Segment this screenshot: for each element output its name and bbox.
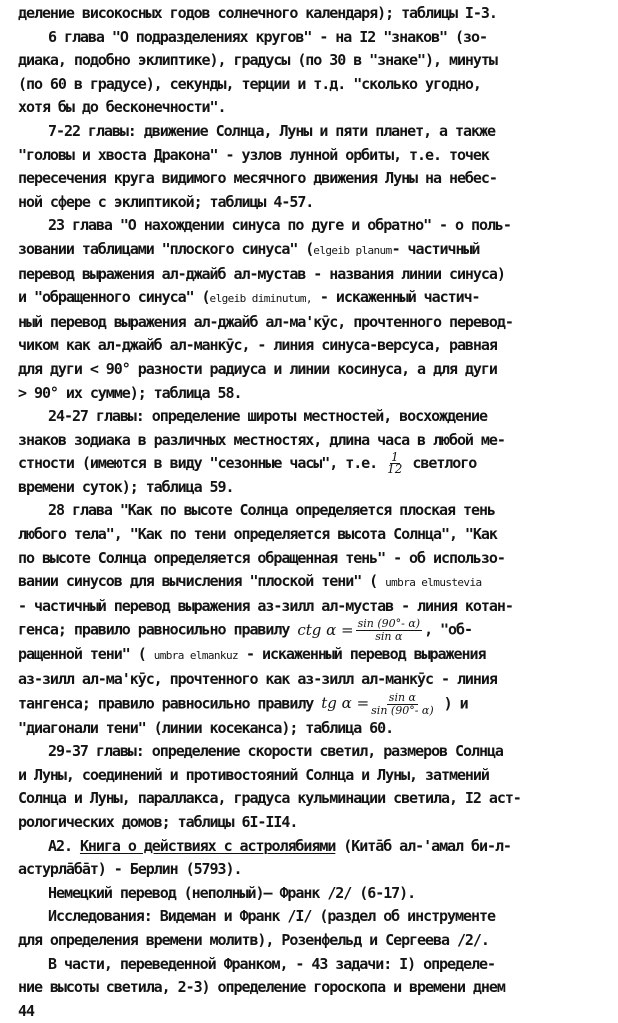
text-line: 29-37 главы: определение скорости светил, размеров Солнца [48, 742, 503, 761]
text-line: 28 глава "Как по высоте Солнца определяется плоская тень [48, 501, 495, 520]
latin-term: umbra elmankuz [153, 649, 239, 663]
text-line: Исследования: Видеман и Франк /I/ (раздел об инструменте [48, 907, 495, 926]
text-line: хотя бы до бесконечности". [18, 98, 226, 117]
text-line: любого тела", "Как по тени определяется высота Солнца", "Как [18, 525, 497, 544]
text-line: зовании таблицами "плоского синуса" (elgeib planum- частичный [18, 239, 480, 258]
formula-tangent: tg α = $\frac{\text{sin α}}{\sin (90^\circ- \alpha)}$ [321, 690, 434, 717]
latin-term: elgeib planum [313, 243, 392, 257]
text-line: ращенной тени" ( umbra elmankuz - искаженный перевод выражения [18, 645, 486, 664]
text-line: > 90° их сумме); таблица 58. [18, 383, 242, 402]
text-line: 24-27 главы: определение широты местностей, восхождение [48, 407, 487, 426]
text-line: для определения времени молитв), Розенфельд и Сергеева /2/. [18, 930, 489, 949]
text-line: перевод выражения ал-джайб ал-мустав - названия линии синуса) [18, 264, 505, 283]
text-line: рологических домов; таблицы 6I-II4. [18, 813, 298, 831]
text-line: Немецкий перевод (неполный)— Франк /2/ (6-17). [48, 883, 416, 902]
text-line: для дуги < 90° разности радиуса и линии косинуса, а для дуги [18, 359, 497, 378]
text-line: 23 глава "О нахождении синуса по дуге и обратно" - о поль- [48, 216, 511, 235]
text-line: ной сфере с эклиптикой; таблицы 4-57. [18, 192, 314, 211]
text-line: ние высоты светила, 2-3) определение гороскопа и времени днем [18, 978, 505, 997]
text-line: диака, подобно эклиптике), градусы (по 30 в "знаке"), минуты [18, 51, 497, 70]
text-line: деление високосных годов солнечного календаря); таблицы I-3. [18, 4, 497, 22]
text-line: Солнца и Луны, параллакса, градуса кульминации светила, I2 аст- [18, 789, 521, 808]
text-line: астурла̄ба̄т) - Берлин (5793). [18, 860, 242, 879]
text-line: времени суток); таблица 59. [18, 477, 234, 496]
text-line: знаков зодиака в различных местностях, длина часа в любой ме- [18, 430, 505, 449]
text-line: чиком как ал-джайб ал-манкӯс, - линия синуса-версуса, равная [18, 336, 497, 355]
formula-cotangent: ctg α = $\frac{\sin (90^\circ- \alpha)}{\text{sin α}}$ [297, 617, 421, 644]
text-line: аз-зилл ал-ма'кӯс, прочтенного как аз-зилл ал-манкӯс - линия [18, 670, 497, 689]
text-line: 7-22 главы: движение Солнца, Луны и пяти планет, а также [48, 121, 495, 140]
latin-term: umbra elmustevia [385, 576, 482, 590]
text-line: по высоте Солнца определяется обращенная тень" - об использо- [18, 548, 505, 567]
text-line: В части, переведенной Франком, - 43 задачи: I) определе- [48, 954, 495, 973]
text-line: и Луны, соединений и противостояний Солнца и Луны, затмений [18, 765, 489, 784]
text-line: (по 60 в градусе), секунды, терции и т.д. "сколько угодно, [18, 74, 481, 93]
text-line: ный перевод выражения ал-джайб ал-ма'кӯс, прочтенного перевод- [18, 312, 513, 331]
text-line: генса; правило равносильно правилу ctg α = $\frac{\sin (90^\circ- \alpha)}{\text{sin α}}$ , "об- [18, 617, 472, 644]
latin-term: elgeib diminutum, [209, 292, 312, 306]
text-line: - частичный перевод выражения аз-зилл ал-мустав - линия котан- [18, 596, 513, 615]
text-line: "головы и хвоста Дракона" - узлов лунной орбиты, т.е. точек [18, 145, 489, 164]
text-line: тангенса; правило равносильно правилу tg α = $\frac{\text{sin α}}{\sin (90^\circ- \alpha)}$ ) и [18, 690, 468, 717]
book-title: Книга о действиях с астролябиями [79, 836, 336, 855]
page-number: 44 [18, 1001, 34, 1020]
fraction-one-twelfth: $\frac{1}{12}$ [387, 450, 403, 477]
text-line: и "обращенного синуса" (elgeib diminutum, - искаженный частич- [18, 288, 480, 307]
text-line: А2. Книга о действиях с астролябиями (Кита̄б ал-'амал би-л- [48, 836, 511, 855]
text-line: стности (имеются в виду "сезонные часы", т.е. $\frac{1}{12}$ светлого [18, 450, 477, 477]
text-line: "диагонали тени" (линии косеканса); таблица 60. [18, 718, 394, 737]
text-line: пересечения круга видимого месячного движения Луны на небес- [18, 169, 497, 188]
text-line: вании синусов для вычисления "плоской тени" ( umbra elmustevia [18, 572, 482, 591]
text-line: 6 глава "О подразделениях кругов" - на I2 "знаков" (зо- [48, 27, 487, 46]
